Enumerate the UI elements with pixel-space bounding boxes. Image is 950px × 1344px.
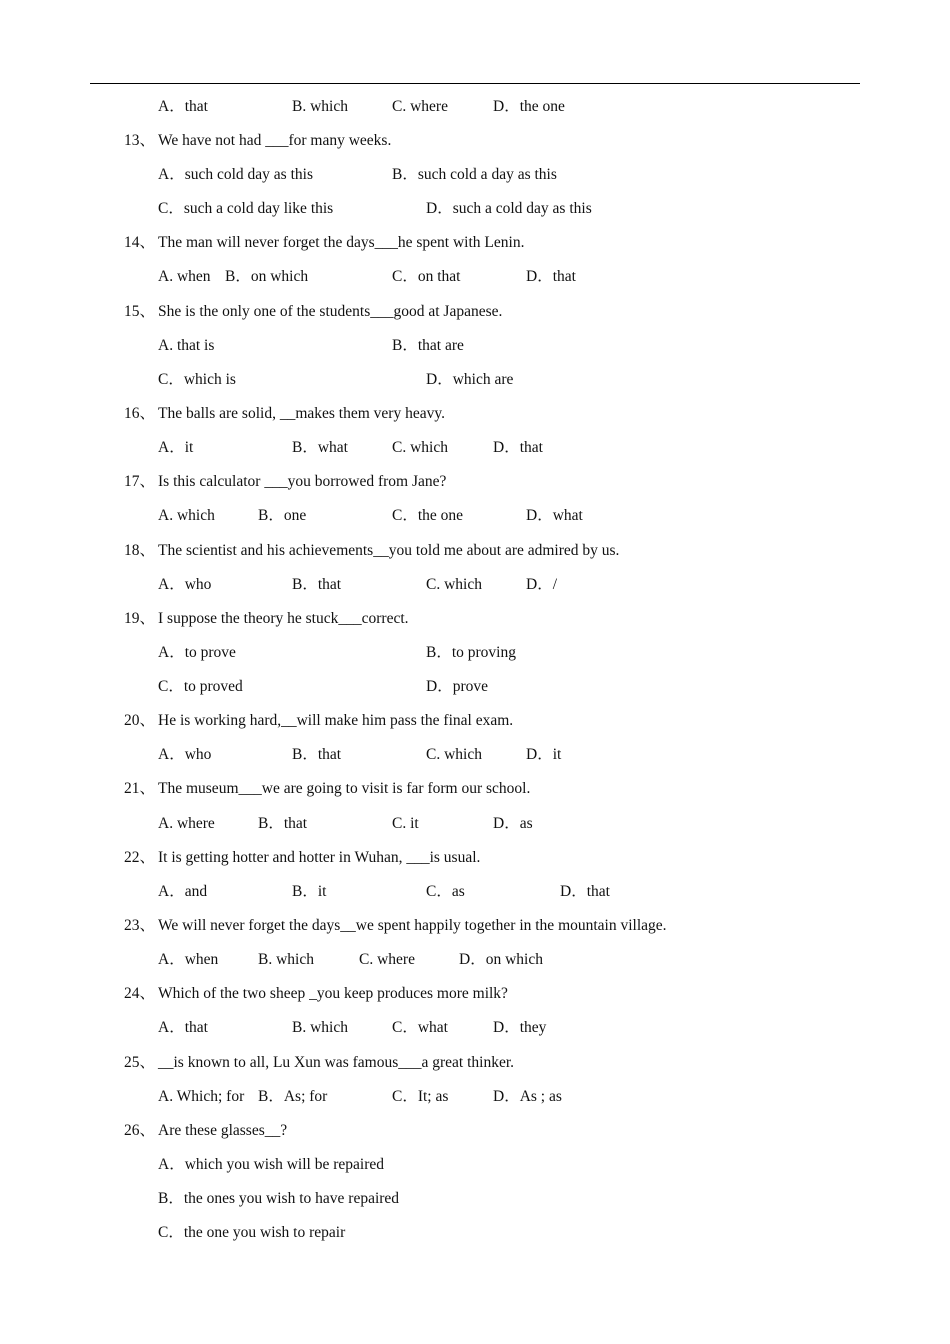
option-d: D．as [493,815,533,832]
option-c: C．the one [392,507,464,524]
option-d: D．on which [459,951,543,968]
option-c: C. where [392,98,448,115]
question-text: We have not had ___for many weeks. [158,132,392,149]
option-c: C．It; as [392,1088,449,1105]
question-number: 14、 [124,234,156,251]
option-c: C. which [426,576,482,593]
option-d: D．that [493,439,543,456]
question-text: The scientist and his achievements__you told me about are admired by us. [158,542,620,559]
option-a: A. when [158,268,211,285]
question-number: 22、 [124,849,156,866]
option-b: B. which [292,1019,348,1036]
option-d: D．such a cold day as this [426,200,592,217]
question-text: The man will never forget the days___he spent with Lenin. [158,234,525,251]
option-b: B. which [258,951,314,968]
question-text: She is the only one of the students___good at Japanese. [158,303,503,320]
option-b: B．that [258,815,308,832]
option-a: A．which you wish will be repaired [158,1156,384,1173]
question-number: 13、 [124,132,156,149]
option-d: D．the one [493,98,565,115]
option-c: C．on that [392,268,461,285]
option-d: D．they [493,1019,547,1036]
option-b: B．one [258,507,307,524]
option-a: A. Which; for [158,1088,245,1105]
option-c: C．what [392,1019,448,1036]
question-text: The balls are solid, __makes them very heavy. [158,405,445,422]
question-number: 20、 [124,712,156,729]
option-d: D．/ [526,576,558,593]
option-b: B．such cold a day as this [392,166,557,183]
option-c: C．the one you wish to repair [158,1224,346,1241]
question-number: 16、 [124,405,156,422]
option-a: A. that is [158,337,215,354]
option-b: B．that [292,576,342,593]
option-b: B．As; for [258,1088,328,1105]
option-c: C．which is [158,371,236,388]
option-a: A．who [158,576,212,593]
question-text: He is working hard,__will make him pass the final exam. [158,712,514,729]
question-text: The museum___we are going to visit is far form our school. [158,780,531,797]
question-text: I suppose the theory he stuck___correct. [158,610,409,627]
question-number: 23、 [124,917,156,934]
option-a: A. where [158,815,215,832]
question-number: 15、 [124,303,156,320]
option-d: D．which are [426,371,514,388]
option-d: D．As ; as [493,1088,562,1105]
option-c: C．as [426,883,465,900]
option-d: D．that [560,883,610,900]
option-c: C. it [392,815,419,832]
option-c: C. where [359,951,415,968]
option-d: D．it [526,746,562,763]
option-d: D．prove [426,678,488,695]
question-number: 24、 [124,985,156,1002]
option-b: B. which [292,98,348,115]
option-a: A．who [158,746,212,763]
option-c: C．to proved [158,678,243,695]
option-c: C. which [392,439,448,456]
option-c: C. which [426,746,482,763]
question-text: Is this calculator ___you borrowed from Jane? [158,473,447,490]
option-b: B．the ones you wish to have repaired [158,1190,400,1207]
question-number: 17、 [124,473,156,490]
option-a: A．such cold day as this [158,166,313,183]
question-text: It is getting hotter and hotter in Wuhan, ___is usual. [158,849,481,866]
option-a: A．when [158,951,219,968]
option-a: A．it [158,439,194,456]
option-b: B．to proving [426,644,516,661]
question-number: 21、 [124,780,156,797]
question-text: We will never forget the days__we spent happily together in the mountain village. [158,917,667,934]
option-a: A．that [158,1019,208,1036]
question-number: 25、 [124,1054,156,1071]
option-a: A. which [158,507,215,524]
question-number: 26、 [124,1122,156,1139]
option-c: C．such a cold day like this [158,200,334,217]
option-d: D．what [526,507,583,524]
header-rule [90,83,860,84]
question-text: Which of the two sheep _you keep produces more milk? [158,985,508,1002]
option-a: A．to prove [158,644,236,661]
option-b: B．that are [392,337,464,354]
question-number: 18、 [124,542,156,559]
option-b: B．it [292,883,327,900]
question-text: __is known to all, Lu Xun was famous___a great thinker. [158,1054,515,1071]
option-b: B．what [292,439,348,456]
option-d: D．that [526,268,576,285]
option-a: A．that [158,98,208,115]
option-a: A．and [158,883,208,900]
question-number: 19、 [124,610,156,627]
question-text: Are these glasses__? [158,1122,288,1139]
option-b: B．that [292,746,342,763]
option-b: B．on which [225,268,309,285]
